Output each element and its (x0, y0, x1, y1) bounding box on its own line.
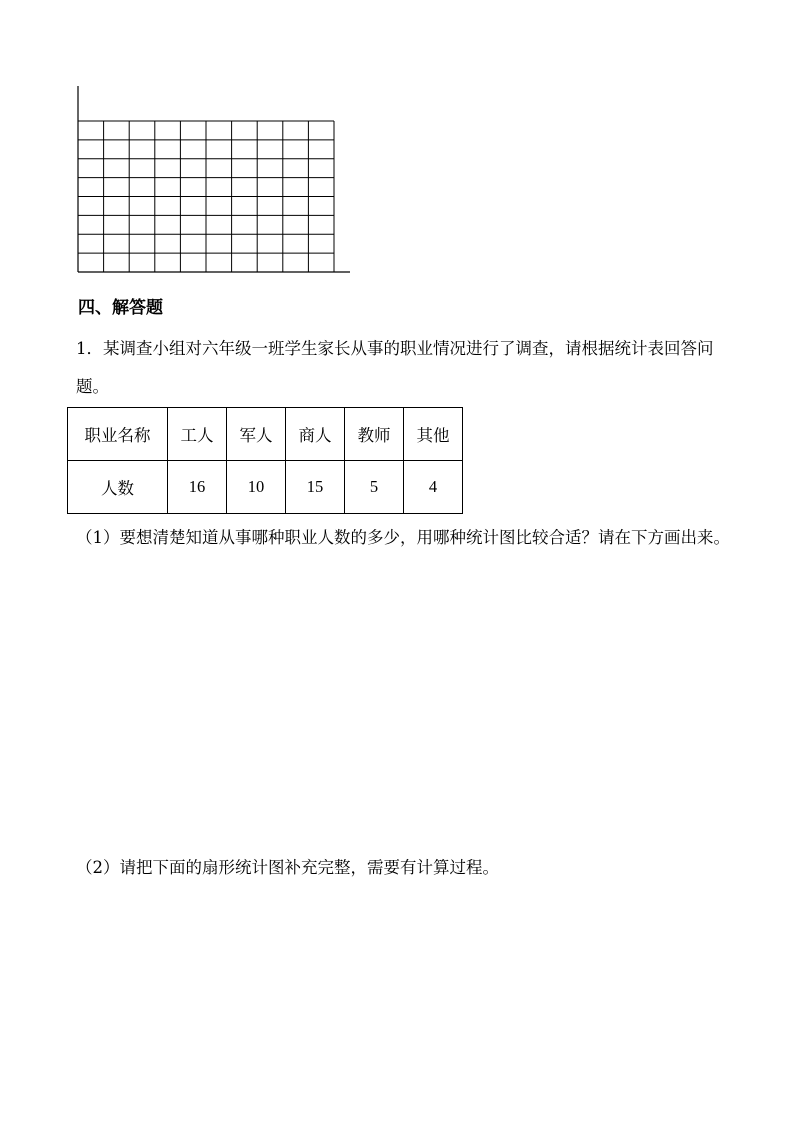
sub-question-1: （1）要想清楚知道从事哪种职业人数的多少，用哪种统计图比较合适？请在下方画出来。 (76, 528, 730, 547)
table-header-cell: 工人 (168, 408, 227, 461)
grid-svg (76, 86, 352, 274)
question-1-text: 1．某调查小组对六年级一班学生家长从事的职业情况进行了调查，请根据统计表回答问题。 (76, 339, 714, 396)
table-header-row (68, 408, 463, 461)
table-cell: 人数 (68, 461, 168, 514)
table-header-cell: 商人 (286, 408, 345, 461)
table-header-cell: 教师 (345, 408, 404, 461)
occupation-table (67, 407, 463, 514)
table-cell: 4 (404, 461, 463, 514)
grid-lines (78, 121, 334, 272)
table-cell: 15 (286, 461, 345, 514)
table-header-cell: 军人 (227, 408, 286, 461)
sub-question-2: （2）请把下面的扇形统计图补充完整，需要有计算过程。 (76, 858, 499, 877)
table-cell: 16 (168, 461, 227, 514)
table-header-cell: 职业名称 (68, 408, 168, 461)
table-cell: 10 (227, 461, 286, 514)
table-cell: 5 (345, 461, 404, 514)
blank-chart-grid (76, 86, 352, 274)
section-title: 四、解答题 (78, 298, 163, 318)
table-row (68, 461, 463, 514)
table-header-cell: 其他 (404, 408, 463, 461)
